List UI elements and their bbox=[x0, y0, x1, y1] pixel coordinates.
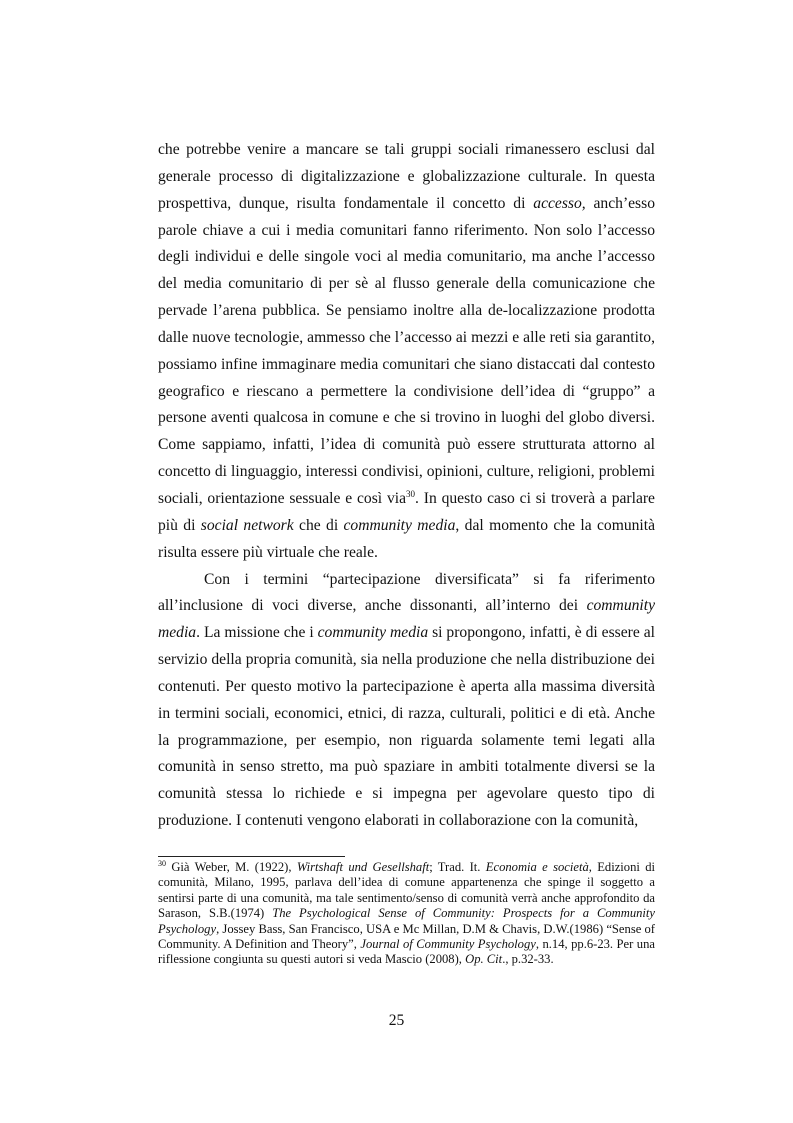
italic-title: Wirtshaft und Gesellshaft bbox=[296, 860, 430, 874]
text-run: ; Trad. It. bbox=[429, 860, 486, 874]
footnote-separator bbox=[158, 856, 345, 857]
italic-term-social-network: social network bbox=[200, 516, 294, 534]
footnote-number: 30 bbox=[158, 859, 166, 868]
text-run: ., p.32-33. bbox=[502, 952, 554, 967]
text-run: Già Weber, M. (1922), bbox=[166, 860, 297, 874]
text-run: . In questo caso ci si troverà a parlare più di bbox=[158, 489, 655, 534]
italic-term-community-media: community media bbox=[343, 516, 456, 534]
page-number: 25 bbox=[388, 1012, 405, 1029]
italic-term-accesso: accesso, bbox=[533, 194, 586, 212]
footnote-30 bbox=[158, 860, 655, 968]
text-run: Con i termini “partecipazione diversificata” si fa riferimento all’inclusione di voci diverse, anche dissonanti, all’interno dei bbox=[158, 570, 655, 615]
text-run: . La missione che i bbox=[196, 624, 318, 642]
body-text bbox=[158, 137, 655, 835]
text-run: si propongono, infatti, è di essere al servizio della propria comunità, sia nella produzione che nella distribuzione dei contenuti. Per questo motivo la partecipazione è aperta alla massima diversità in termini sociali, economici, etnici, di razza, culturali, politici e di età. Anche la programmazione, per esempio, non riguarda solamente temi legati alla comunità in senso stretto, ma può spaziare in ambiti totalmente diversi se la comunità stessa lo richiede e si impegna per agevolare questo tipo di produzione. I contenuti vengono elaborati in collaborazione con la comunità, bbox=[158, 624, 655, 830]
italic-term-community-media: community media bbox=[158, 597, 655, 642]
italic-term-community-media: community media bbox=[317, 624, 429, 642]
text-run: , n.14, pp.6-23. Per una riflessione congiunta su questi autori si veda Mascio (2008), bbox=[158, 937, 655, 967]
italic-title: Op. Cit bbox=[465, 952, 503, 967]
text-run: che di bbox=[293, 516, 344, 534]
paragraph-2 bbox=[158, 567, 655, 835]
text-run: , dal momento che la comunità risulta essere più virtuale che reale. bbox=[158, 516, 656, 561]
text-run: , Jossey Bass, San Francisco, USA e Mc Millan, D.M & Chavis, D.W.(1986) “Sense of Community. A Definition and Theory”, bbox=[158, 921, 655, 952]
footnote-reference[interactable]: 30 bbox=[406, 488, 416, 499]
text-run: , Edizioni di comunità, Milano, 1995, parlava dell’idea di comune appartenenza che spinge il soggetto a sentirsi parte di una comunità, ma tale sentimento/senso di comunità verrà anche approfondito da Sarason, S.B.(1974) bbox=[158, 860, 656, 921]
italic-title: Economia e società bbox=[485, 860, 589, 874]
italic-title: Journal of Community Psychology bbox=[360, 937, 536, 952]
paragraph-1 bbox=[158, 137, 655, 567]
text-run: che potrebbe venire a mancare se tali gruppi sociali rimanessero esclusi dal generale processo di digitalizzazione e globalizzazione culturale. In questa prospettiva, dunque, risulta fondamentale il concetto di bbox=[158, 141, 655, 212]
italic-title: The Psychological Sense of Community: Prospects for a Community Psychology bbox=[158, 906, 656, 936]
text-run: anch’esso parole chiave a cui i media comunitari fanno riferimento. Non solo l’accesso degli individui e delle singole voci al media comunitario, ma anche l’accesso del media comunitario di per sè al flusso generale della comunicazione che pervade l’arena pubblica. Se pensiamo inoltre alla de-localizzazione prodotta dalle nuove tecnologie, ammesso che l’accesso ai mezzi e alle reti sia garantito, possiamo infine immaginare media comunitari che siano distaccati dal contesto geografico e riescano a permettere la condivisione dell’idea di “gruppo” a persone aventi qualcosa in comune e che si trovino in luoghi del globo diversi. Come sappiamo, infatti, l’idea di comunità può essere strutturata attorno al concetto di linguaggio, interessi condivisi, opinioni, culture, religioni, problemi sociali, orientazione sessuale e così via bbox=[158, 194, 655, 507]
